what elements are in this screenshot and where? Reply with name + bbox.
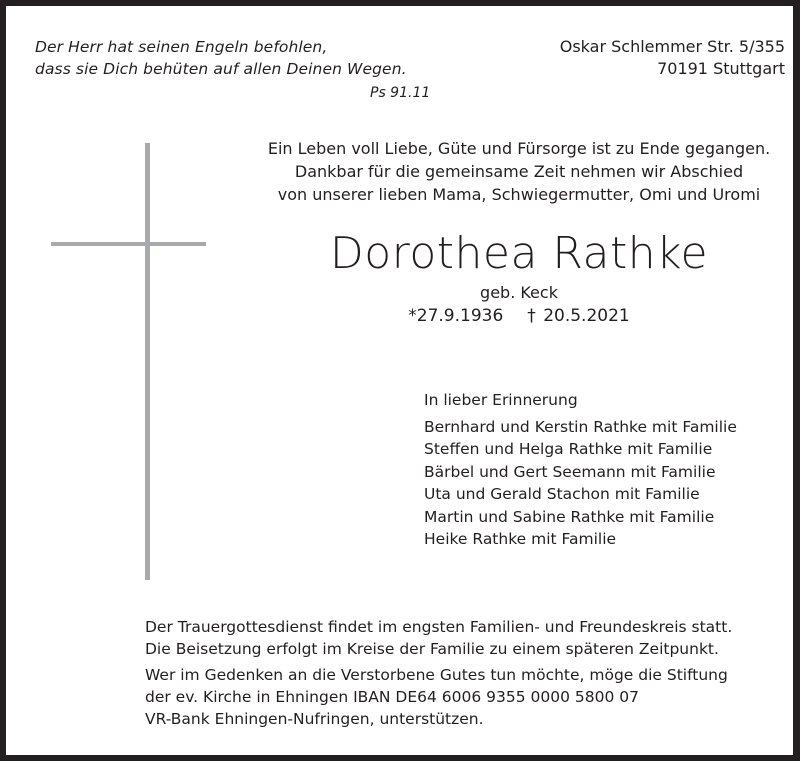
address-street: Oskar Schlemmer Str. 5/355 [559,37,785,56]
mourners-heading: In lieber Erinnerung [424,391,578,409]
maiden-name: geb. Keck [480,283,558,302]
deceased-name: Dorothea Rathke [329,228,709,279]
footer-notes [145,616,732,730]
intro-line: von unserer lieben Mama, Schwiegermutter, Omi und Uromi [277,185,761,204]
cross-icon-vertical [145,143,150,580]
donation-line: der ev. Kirche in Ehningen IBAN DE64 6006 9355 0000 5800 07 [145,688,640,706]
life-dates [254,306,784,326]
verse-line: dass sie Dich behüten auf allen Deinen Wegen. [35,60,407,78]
verse-line: Der Herr hat seinen Engeln befohlen, [35,38,328,56]
birth-date: *27.9.1936 [408,306,504,326]
service-line: Der Trauergottesdienst findet im engsten Familien- und Freundeskreis statt. [145,618,733,636]
obituary-notice [6,6,793,755]
mourner-entry: Martin und Sabine Rathke mit Familie [424,507,715,526]
service-note [145,616,732,660]
bible-verse [35,36,407,80]
address-block [560,36,785,80]
address-city: 70191 Stuttgart [657,59,785,78]
mourner-entry: Steffen und Helga Rathke mit Familie [424,440,713,458]
intro-line: Dankbar für die gemeinsame Zeit nehmen wir Abschied [294,162,744,181]
death-date: † 20.5.2021 [527,306,630,326]
verse-reference: Ps 91.11 [370,85,431,101]
donation-note [145,664,732,730]
donation-line: Wer im Gedenken an die Verstorbene Gutes tun möchte, möge die Stiftung [145,666,728,684]
intro-text [254,137,784,206]
mourner-entry: Bärbel und Gert Seemann mit Familie [424,462,716,481]
mourner-entry: Heike Rathke mit Familie [424,530,617,548]
donation-line: VR-Bank Ehningen-Nufringen, unterstützen. [145,710,484,728]
cross-icon-horizontal [51,242,206,246]
intro-line: Ein Leben voll Liebe, Güte und Fürsorge ist zu Ende gegangen. [267,139,771,158]
mourner-entry: Uta und Gerald Stachon mit Familie [424,485,700,503]
mourners-list [424,389,737,551]
service-line: Die Beisetzung erfolgt im Kreise der Familie zu einem späteren Zeitpunkt. [145,640,719,658]
mourner-entry: Bernhard und Kerstin Rathke mit Familie [424,417,737,436]
